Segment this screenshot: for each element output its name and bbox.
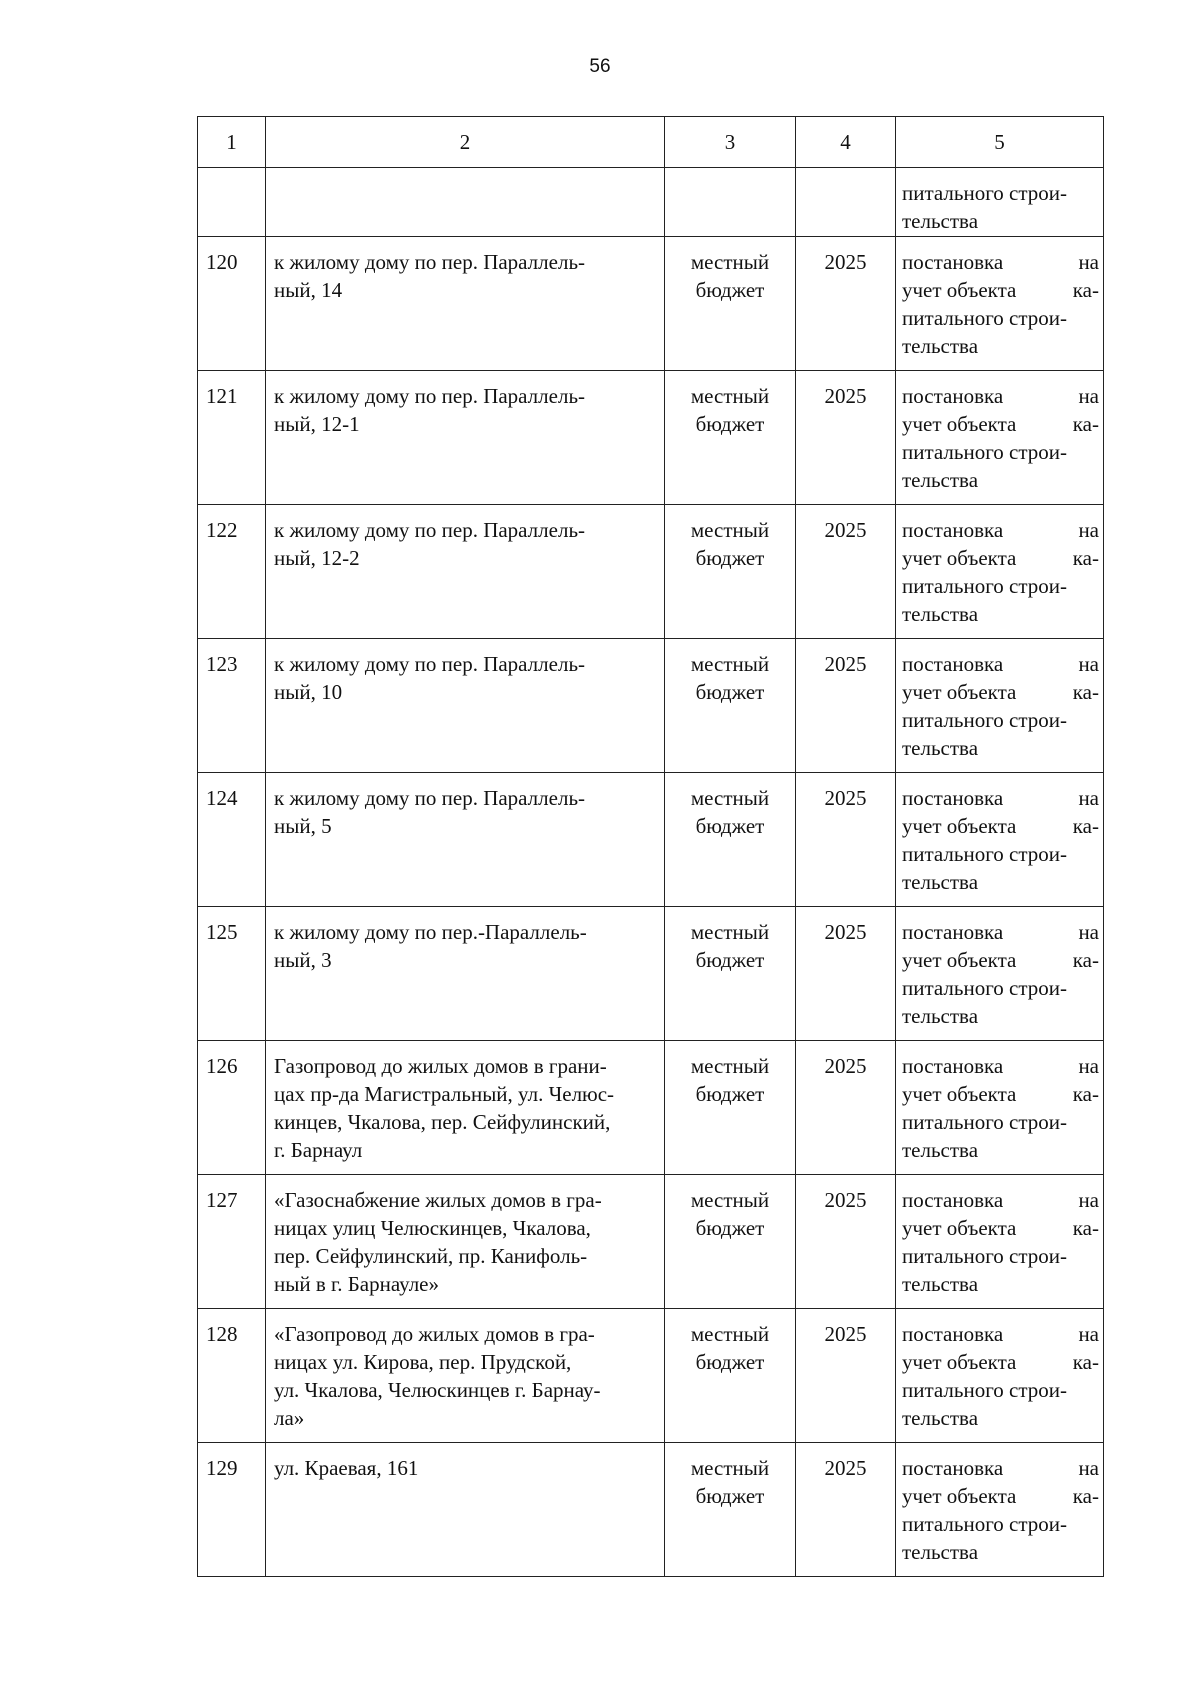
row-action-word-4: ка- [1072,546,1099,570]
row-object-name: к жилому дому по пер. Параллель- ный, 12-1 [274,384,586,436]
row-number: 126 [206,1054,238,1078]
table-row [198,1041,1104,1175]
row-year: 2025 [824,250,867,274]
row-action-word-1: постановка [902,250,1004,274]
table-body [198,168,1104,1577]
row-action-word-3: учет объекта [902,1350,1017,1374]
row-action-word-2: на [1078,1188,1099,1212]
row-source-cell [665,907,796,1041]
row-name-cell [266,371,665,505]
row-source-cell [665,639,796,773]
row-year: 2025 [824,1456,867,1480]
row-name-cell [266,1041,665,1175]
row-name-cell [266,1443,665,1577]
row-action-word-2: на [1078,518,1099,542]
row-funding-source: местный бюджет [690,384,770,436]
row-action-cell [896,1443,1104,1577]
row-number: 120 [206,250,238,274]
row-action-word-3: учет объекта [902,1082,1017,1106]
row-action-word-1: постановка [902,518,1004,542]
row-action-line-2 [902,1214,1099,1242]
row-funding-source: местный бюджет [690,518,770,570]
row-source-cell [665,371,796,505]
row-object-name: Газопровод до жилых домов в грани- цах пр-да Магистральный, ул. Челюс- кинцев, Чкалова, пер. Сейфулинский, г. Барнаул [274,1054,615,1162]
row-object-name: «Газоснабжение жилых домов в гра- ницах улиц Челюскинцев, Чкалова, пер. Сейфулинский, пр. Канифоль- ный в г. Барнауле» [274,1188,602,1296]
row-source-cell [665,237,796,371]
row-action-word-3: учет объекта [902,412,1017,436]
row-action-word-1: постановка [902,652,1004,676]
row-action-word-4: ка- [1072,1082,1099,1106]
row-action-line-2 [902,678,1099,706]
row-object-name: к жилому дому по пер.-Параллель- ный, 3 [274,920,587,972]
row-action-rest: питального строи- тельства [902,1110,1068,1162]
row-object-name: к жилому дому по пер. Параллель- ный, 12-2 [274,518,586,570]
row-number: 129 [206,1456,238,1480]
row-name-cell [266,907,665,1041]
cont-name-cell [266,168,665,237]
row-number: 128 [206,1322,238,1346]
table-row [198,1443,1104,1577]
cont-action-cell [896,168,1104,237]
row-funding-source: местный бюджет [690,786,770,838]
row-name-cell [266,1309,665,1443]
row-action-line-1 [902,1320,1099,1348]
row-name-cell [266,639,665,773]
row-action-word-3: учет объекта [902,948,1017,972]
row-year: 2025 [824,384,867,408]
row-number-cell [198,1309,266,1443]
row-name-cell [266,773,665,907]
row-action-word-2: на [1078,652,1099,676]
row-action-word-3: учет объекта [902,546,1017,570]
row-object-name: к жилому дому по пер. Параллель- ный, 10 [274,652,586,704]
row-action-word-4: ка- [1072,948,1099,972]
row-object-name: ул. Краевая, 161 [274,1456,419,1480]
row-action-word-3: учет объекта [902,278,1017,302]
row-action-word-2: на [1078,1054,1099,1078]
row-number: 125 [206,920,238,944]
table-header [198,117,1104,168]
row-action-word-2: на [1078,250,1099,274]
row-action-line-2 [902,812,1099,840]
row-action-word-2: на [1078,920,1099,944]
row-funding-source: местный бюджет [690,1456,770,1508]
row-year-cell [796,773,896,907]
row-source-cell [665,1175,796,1309]
header-row [198,117,1104,168]
row-number-cell [198,371,266,505]
row-action-cell [896,1309,1104,1443]
row-action-word-1: постановка [902,1054,1004,1078]
row-action-word-4: ка- [1072,814,1099,838]
data-table [197,116,1104,1577]
row-action-cell [896,907,1104,1041]
table-row [198,907,1104,1041]
row-action-word-3: учет объекта [902,814,1017,838]
row-action-line-1 [902,382,1099,410]
row-year: 2025 [824,1054,867,1078]
row-number: 121 [206,384,238,408]
row-action-rest: питального строи- тельства [902,306,1068,358]
row-year-cell [796,237,896,371]
row-number-cell [198,237,266,371]
row-number-cell [198,639,266,773]
row-action-word-2: на [1078,1456,1099,1480]
header-col-5: 5 [896,117,1104,168]
row-number-cell [198,773,266,907]
row-action-cell [896,237,1104,371]
cont-action-text: питального строи- тельства [902,181,1068,233]
row-number-cell [198,907,266,1041]
row-action-rest: питального строи- тельства [902,1378,1068,1430]
row-number-cell [198,505,266,639]
row-source-cell [665,505,796,639]
row-action-line-1 [902,918,1099,946]
row-action-cell [896,773,1104,907]
row-action-word-1: постановка [902,384,1004,408]
row-action-rest: питального строи- тельства [902,842,1068,894]
header-col-3: 3 [665,117,796,168]
row-year-cell [796,1443,896,1577]
row-funding-source: местный бюджет [690,1322,770,1374]
row-action-line-1 [902,1052,1099,1080]
row-number: 122 [206,518,238,542]
cont-source-cell [665,168,796,237]
row-source-cell [665,1443,796,1577]
row-action-cell [896,1041,1104,1175]
row-number: 123 [206,652,238,676]
row-funding-source: местный бюджет [690,1054,770,1106]
row-action-word-4: ка- [1072,1350,1099,1374]
row-object-name: к жилому дому по пер. Параллель- ный, 14 [274,250,586,302]
row-action-line-2 [902,544,1099,572]
cont-year-cell [796,168,896,237]
table-row [198,237,1104,371]
row-action-cell [896,371,1104,505]
header-col-1: 1 [198,117,266,168]
row-name-cell [266,505,665,639]
row-year: 2025 [824,786,867,810]
row-action-line-2 [902,1482,1099,1510]
row-action-word-4: ка- [1072,412,1099,436]
row-year-cell [796,907,896,1041]
row-year-cell [796,1175,896,1309]
row-action-word-1: постановка [902,786,1004,810]
row-number-cell [198,1041,266,1175]
table-row [198,773,1104,907]
row-year: 2025 [824,652,867,676]
row-action-line-2 [902,276,1099,304]
row-action-word-4: ка- [1072,278,1099,302]
header-col-2: 2 [266,117,665,168]
row-object-name: «Газопровод до жилых домов в гра- ницах ул. Кирова, пер. Прудской, ул. Чкалова, Челюскинцев г. Барнау- ла» [274,1322,601,1430]
row-number-cell [198,1443,266,1577]
row-number-cell [198,1175,266,1309]
row-action-rest: питального строи- тельства [902,1244,1068,1296]
row-action-line-2 [902,946,1099,974]
row-name-cell [266,237,665,371]
header-col-4: 4 [796,117,896,168]
row-action-line-1 [902,1454,1099,1482]
row-year-cell [796,1041,896,1175]
row-action-word-2: на [1078,384,1099,408]
row-action-word-4: ка- [1072,1216,1099,1240]
row-action-line-1 [902,516,1099,544]
row-funding-source: местный бюджет [690,652,770,704]
row-action-line-2 [902,1080,1099,1108]
row-action-word-2: на [1078,1322,1099,1346]
row-action-word-2: на [1078,786,1099,810]
row-action-word-3: учет объекта [902,1484,1017,1508]
row-action-rest: питального строи- тельства [902,574,1068,626]
row-action-word-1: постановка [902,920,1004,944]
continuation-row [198,168,1104,237]
row-year-cell [796,1309,896,1443]
row-action-word-1: постановка [902,1188,1004,1212]
row-year: 2025 [824,1188,867,1212]
row-action-cell [896,505,1104,639]
row-action-word-3: учет объекта [902,680,1017,704]
row-action-cell [896,1175,1104,1309]
table-row [198,639,1104,773]
row-action-line-1 [902,1186,1099,1214]
row-action-line-1 [902,784,1099,812]
row-action-word-1: постановка [902,1456,1004,1480]
row-action-word-4: ка- [1072,1484,1099,1508]
row-action-rest: питального строи- тельства [902,976,1068,1028]
row-action-line-2 [902,410,1099,438]
table-row [198,505,1104,639]
row-object-name: к жилому дому по пер. Параллель- ный, 5 [274,786,586,838]
row-action-cell [896,639,1104,773]
row-name-cell [266,1175,665,1309]
table-row [198,371,1104,505]
row-action-rest: питального строи- тельства [902,440,1068,492]
row-year: 2025 [824,920,867,944]
row-source-cell [665,1041,796,1175]
row-action-line-1 [902,248,1099,276]
row-year-cell [796,639,896,773]
row-number: 124 [206,786,238,810]
row-funding-source: местный бюджет [690,920,770,972]
row-year: 2025 [824,518,867,542]
cont-num-cell [198,168,266,237]
row-action-line-2 [902,1348,1099,1376]
row-year-cell [796,371,896,505]
row-action-word-3: учет объекта [902,1216,1017,1240]
row-action-word-4: ка- [1072,680,1099,704]
row-action-rest: питального строи- тельства [902,1512,1068,1564]
page-number: 56 [589,56,611,77]
row-number: 127 [206,1188,238,1212]
table-row [198,1175,1104,1309]
row-year: 2025 [824,1322,867,1346]
row-action-rest: питального строи- тельства [902,708,1068,760]
row-action-line-1 [902,650,1099,678]
row-funding-source: местный бюджет [690,1188,770,1240]
row-funding-source: местный бюджет [690,250,770,302]
table-row [198,1309,1104,1443]
row-source-cell [665,773,796,907]
row-action-word-1: постановка [902,1322,1004,1346]
row-year-cell [796,505,896,639]
row-source-cell [665,1309,796,1443]
